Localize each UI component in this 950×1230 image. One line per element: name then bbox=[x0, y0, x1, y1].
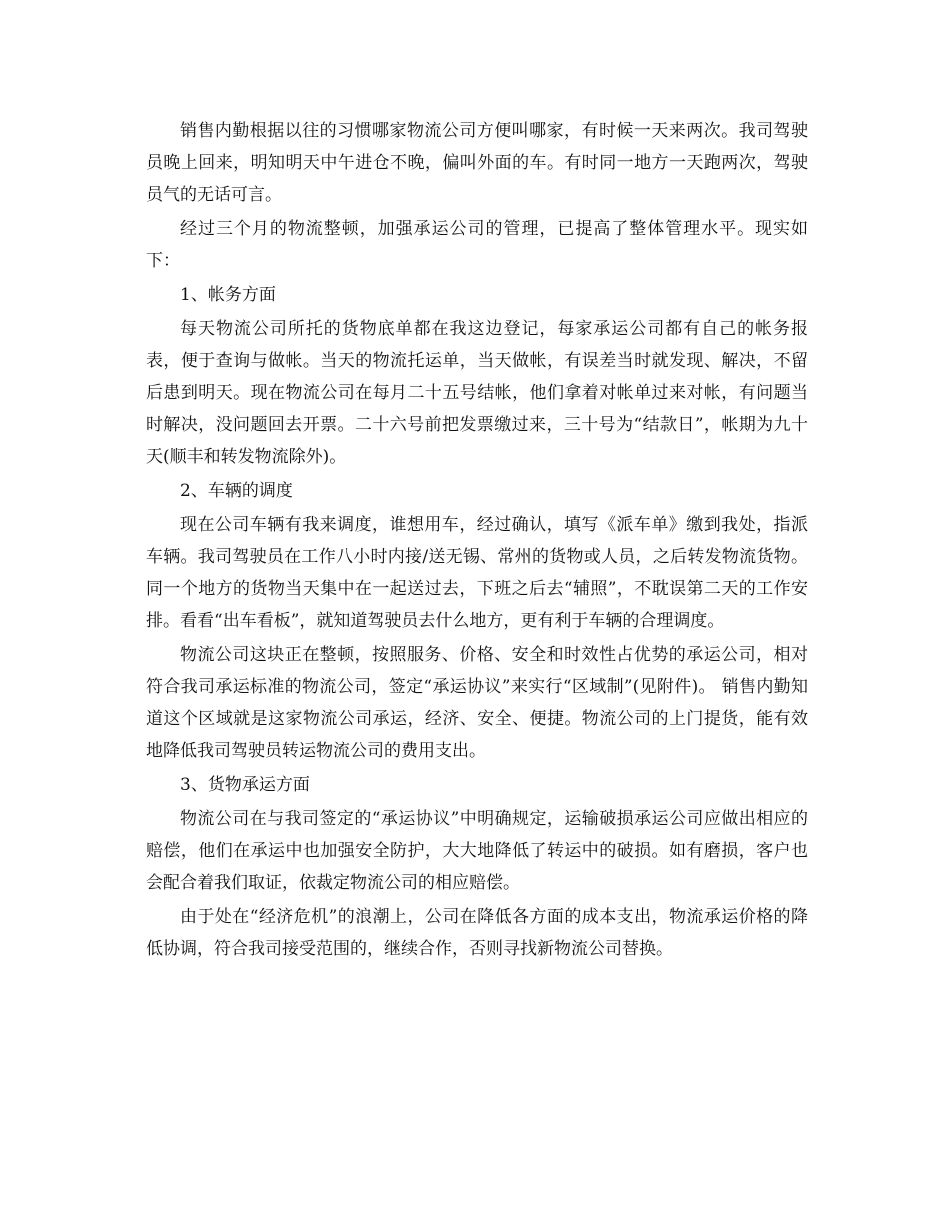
section-heading-vehicle-dispatch: 2、车辆的调度 bbox=[180, 481, 293, 501]
section-heading-cargo-carriage: 3、货物承运方面 bbox=[180, 775, 310, 795]
section-heading-accounts: 1、帐务方面 bbox=[180, 285, 276, 305]
paragraph-sales-habit: 销售内勤根据以往的习惯哪家物流公司方便叫哪家，有时候一天来两次。我司驾驶员晚上回来，明知明天中午进仓不晚，偏叫外面的车。有时同一地方一天跑两次，驾驶员气的无话可言。 bbox=[146, 121, 808, 205]
paragraph-rectification-summary: 经过三个月的物流整顿，加强承运公司的管理，已提高了整体管理水平。现实如下： bbox=[146, 219, 808, 271]
paragraph-cargo-carriage: 物流公司在与我司签定的“承运协议”中明确规定，运输破损承运公司应做出相应的赔偿，他们在承运中也加强安全防护，大大地降低了转运中的破损。如有磨损，客户也会配合着我们取证，依裁定物流公司的相应赔偿。 bbox=[146, 809, 808, 893]
paragraph-vehicle-dispatch: 现在公司车辆有我来调度，谁想用车，经过确认，填写《派车单》缴到我处，指派车辆。我司驾驶员在工作八小时内接/送无锡、常州的货物或人员，之后转发物流货物。同一个地方的货物当天集中在一起送过去，下班之后去“辅照”，不耽误第二天的工作安排。看看“出车看板”，就知道驾驶员去什么地方，更有利于车辆的合理调度。 bbox=[146, 515, 808, 631]
paragraph-cost-reduction: 由于处在“经济危机”的浪潮上，公司在降低各方面的成本支出，物流承运价格的降低协调，符合我司接受范围的，继续合作，否则寻找新物流公司替换。 bbox=[146, 907, 808, 959]
paragraph-accounts: 每天物流公司所托的货物底单都在我这边登记，每家承运公司都有自己的帐务报表，便于查询与做帐。当天的物流托运单，当天做帐，有误差当时就发现、解决，不留后患到明天。现在物流公司在每月二十五号结帐，他们拿着对帐单过来对帐，有问题当时解决，没问题回去开票。二十六号前把发票缴过来，三十号为“结款日”，帐期为九十天(顺丰和转发物流除外)。 bbox=[146, 319, 808, 467]
paragraph-logistics-region: 物流公司这块正在整顿，按照服务、价格、安全和时效性占优势的承运公司，相对符合我司承运标准的物流公司，签定“承运协议”来实行“区域制”(见附件)。 销售内勤知道这个区域就是这家物流公司承运，经济、安全、便捷。物流公司的上门提货，能有效地降低我司驾驶员转运物流公司的费用支出。 bbox=[146, 645, 808, 761]
document-body bbox=[146, 115, 808, 967]
